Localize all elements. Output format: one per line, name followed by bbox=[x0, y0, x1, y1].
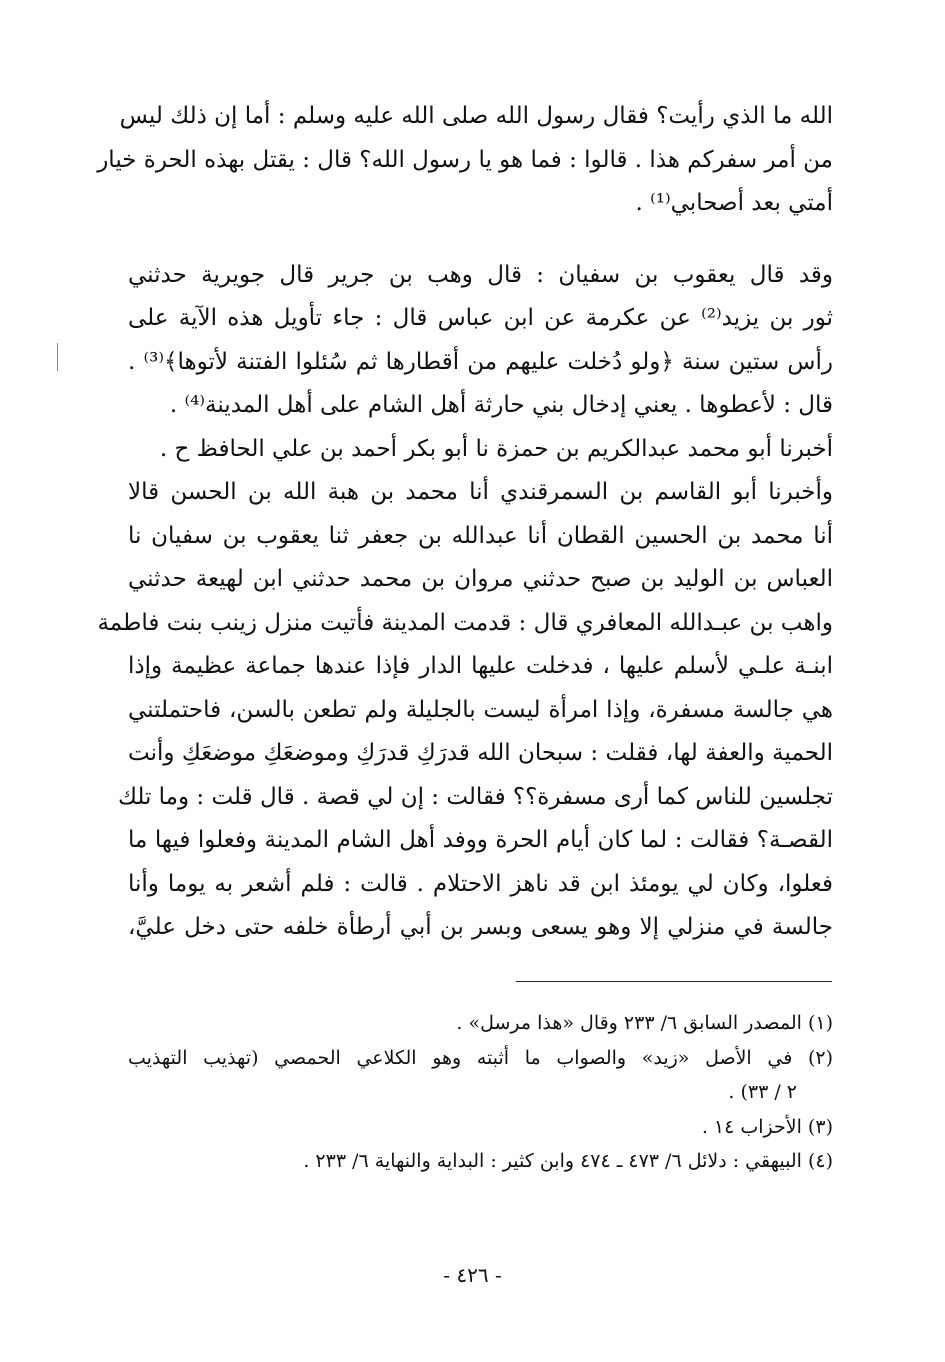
scan-margin-mark bbox=[57, 343, 58, 371]
text-line: أمتي بعد أصحابي⁽¹⁾ . bbox=[635, 190, 833, 216]
page-number: - ٤٢٦ - bbox=[443, 1263, 502, 1287]
paragraph-gap bbox=[128, 226, 833, 254]
footnote-4: (٤) البيهقي : دلائل ٦/ ٤٧٣ ـ ٤٧٤ وابن كثير : البداية والنهاية ٦/ ٢٣٣ . bbox=[303, 1150, 833, 1172]
text-line: فعلوا، وكان لي يومئذ ابن قد ناهز الاحتلام . قالت : فلم أشعر به يوما وأنا bbox=[128, 870, 833, 897]
text-line: وأخبرنا أبو القاسم بن السمرقندي أنا محمد بن هبة الله بن الحسن قالا bbox=[128, 479, 833, 505]
text-line: ثور بن يزيد⁽²⁾ عن عكرمة عن ابن عباس قال : جاء تأويل هذه الآية على bbox=[128, 305, 833, 331]
text-line: الحمية والعفة لها، فقلت : سبحان الله قدرَكِ قدرَكِ وموضعَكِ موضعَكِ وأنت bbox=[128, 740, 833, 766]
footnote-1: (١) المصدر السابق ٦/ ٢٣٣ وقال «هذا مرسل» . bbox=[456, 1012, 833, 1034]
text-line: أنا محمد بن الحسين القطان أنا عبدالله بن جعفر ثنا يعقوب بن سفيان نا bbox=[128, 522, 833, 549]
footnote-separator bbox=[516, 981, 832, 982]
footnotes-block bbox=[128, 1006, 833, 1179]
text-line: وقد قال يعقوب بن سفيان : قال وهب بن جرير قال جويرية حدثني bbox=[128, 261, 833, 288]
text-line: هي جالسة مسفرة، وإذا امرأة ليست بالجليلة ولم تطعن بالسن، فاحتملتني bbox=[128, 696, 833, 723]
text-line: القصـة؟ فقالت : لما كان أيام الحرة ووفد أهل الشام المدينة وفعلوا فيها ما bbox=[128, 827, 833, 853]
footnote-2-continuation: ٢ / ٣٣) . bbox=[728, 1081, 797, 1103]
text-line: واهب بن عبـدالله المعافري قال : قدمت المدينة فأتيت منزل زينب بنت فاطمة bbox=[97, 609, 833, 636]
text-line: الله ما الذي رأيت؟ فقال رسول الله صلى الله عليه وسلم : أما إن ذلك ليس bbox=[119, 103, 833, 129]
text-line: رأس ستين سنة ﴿ولو دُخلت عليهم من أقطارها ثم سُئلوا الفتنة لأتوها﴾⁽³⁾ . bbox=[128, 348, 834, 375]
text-line: قال : لأعطوها . يعني إدخال بني حارثة أهل الشام على أهل المدينة⁽⁴⁾ . bbox=[169, 392, 833, 418]
text-line: جالسة في منزلي إلا وهو يسعى وبسر بن أبي أرطأة خلفه حتى دخل عليَّ، bbox=[128, 914, 833, 940]
text-line: من أمر سفركم هذا . قالوا : فما هو يا رسول الله؟ قال : يقتل بهذه الحرة خيار bbox=[97, 146, 833, 173]
text-line: العباس بن الوليد بن صبح حدثني مروان بن محمد حدثني ابن لهيعة حدثني bbox=[128, 566, 833, 592]
footnote-3: (٣) الأحزاب ١٤ . bbox=[701, 1115, 833, 1138]
main-text-block bbox=[97, 95, 834, 950]
footnote-2: (٢) في الأصل «زيد» والصواب ما أثبته وهو الكلاعي الحمصي (تهذيب التهذيب bbox=[128, 1046, 833, 1069]
text-line: أخبرنا أبو محمد عبدالكريم بن حمزة نا أبو بكر أحمد بن علي الحافظ ح . bbox=[159, 435, 833, 462]
text-line: تجلسين للناس كما أرى مسفرة؟؟ فقالت : إن لي قصة . قال قلت : وما تلك bbox=[117, 783, 833, 810]
text-line: ابنـة علـي لأسلم عليها ، فدخلت عليها الدار فإذا عندها جماعة عظيمة وإذا bbox=[128, 653, 833, 679]
